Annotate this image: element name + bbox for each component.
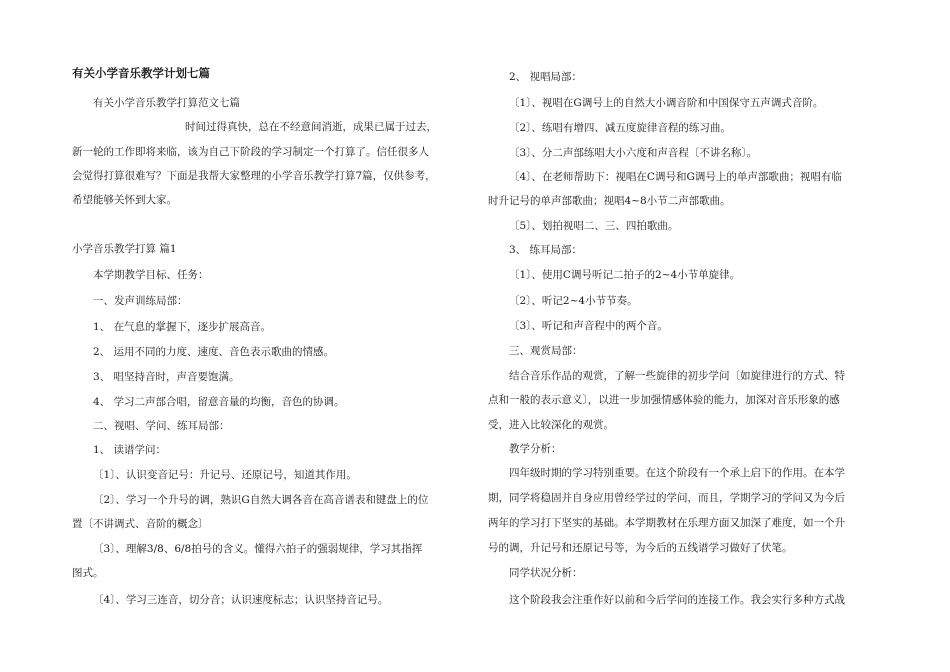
paragraph: 〔2〕、听记2~4小节节奏。 bbox=[509, 295, 638, 307]
paragraph: 3、 唱坚持音时，声音要饱满。 bbox=[93, 371, 240, 383]
document-title: 有关小学音乐教学计划七篇 bbox=[72, 66, 210, 80]
paragraph: 〔1〕、使用C调号听记二拍子的2~4小节单旋律。 bbox=[509, 269, 741, 281]
paragraph: 〔5〕、划拍视唱二、三、四拍歌曲。 bbox=[509, 220, 679, 232]
section-heading: 三、观赏局部： bbox=[509, 345, 583, 357]
subtitle: 有关小学音乐教学打算范文七篇 bbox=[93, 97, 240, 109]
paragraph: 这个阶段我会注重作好以前和今后学问的连接工作。我会实行多种方式战 bbox=[509, 594, 845, 606]
section-heading: 同学状况分析： bbox=[509, 567, 583, 579]
paragraph: 号的调，升记号和还原记号等，为今后的五线谱学习做好了伏笔。 bbox=[488, 542, 793, 554]
paragraph: 2、 运用不同的力度、速度、音色表示歌曲的情感。 bbox=[93, 346, 335, 358]
paragraph: 〔2〕、练唱有增四、减五度旋律音程的练习曲。 bbox=[509, 122, 731, 134]
paragraph: 受，进入比较深化的观赏。 bbox=[488, 419, 614, 431]
intro-line: 会觉得打算很难写？下面是我帮大家整理的小学音乐教学打算7篇，仅供参考， bbox=[72, 170, 436, 182]
paragraph: 点和一般的表示意义〕，以进一步加强情感体验的能力，加深对音乐形象的感 bbox=[488, 394, 840, 406]
paragraph: 结合音乐作品的观赏，了解一些旋律的初步学问〔如旋律进行的方式、特 bbox=[509, 370, 845, 382]
paragraph: 〔4〕、学习三连音，切分音；认识速度标志；认识坚持音记号。 bbox=[93, 594, 389, 606]
paragraph: 〔3〕、听记和声音程中的两个音。 bbox=[509, 320, 668, 332]
paragraph: 1、 读谱学问： bbox=[93, 444, 167, 456]
paragraph: 一、发声训练局部： bbox=[93, 295, 188, 307]
paragraph: 〔3〕、分二声部练唱大小六度和声音程〔不讲名称〕。 bbox=[509, 147, 758, 159]
section-heading: 教学分析： bbox=[509, 443, 562, 455]
paragraph: 期，同学将稳固并自身应用曾经学过的学问，而且，学期学习的学问又为今后 bbox=[488, 492, 845, 504]
paragraph: 3、 练耳局部： bbox=[509, 244, 583, 256]
intro-line: 时间过得真快，总在不经意间消逝，成果已属于过去， bbox=[185, 121, 437, 133]
paragraph: 本学期教学目标、任务： bbox=[93, 269, 209, 281]
paragraph: 2、 视唱局部： bbox=[509, 71, 583, 83]
paragraph: 〔3〕、理解3/8、6/8拍号的含义。懂得六拍子的强弱规律，学习其指挥 bbox=[93, 543, 423, 555]
paragraph: 〔1〕、认识变音记号：升记号、还原记号，知道其作用。 bbox=[93, 469, 357, 481]
paragraph: 时升记号的单声部歌曲；视唱4~8小节二声部歌曲。 bbox=[488, 195, 731, 207]
section-heading: 小学音乐教学打算 篇1 bbox=[72, 243, 177, 255]
paragraph: 图式。 bbox=[72, 567, 104, 579]
paragraph: 〔1〕、视唱在G调号上的自然大小调音阶和中国保守五声调式音阶。 bbox=[509, 97, 824, 109]
paragraph: 4、 学习二声部合唱，留意音量的均衡，音色的协调。 bbox=[93, 396, 345, 408]
paragraph: 两年的学习打下坚实的基础。本学期教材在乐理方面又加深了难度，如一个升 bbox=[488, 517, 845, 529]
paragraph: 置〔不讲调式、音阶的概念〕 bbox=[72, 518, 209, 530]
paragraph: 〔2〕、学习一个升号的调，熟识G自然大调各音在高音谱表和键盘上的位 bbox=[93, 494, 429, 506]
paragraph: 四年级时期的学习特别重要。在这个阶段有一个承上启下的作用。在本学 bbox=[509, 467, 845, 479]
intro-line: 新一轮的工作即将来临，该为自己下阶段的学习制定一个打算了。信任很多人 bbox=[72, 146, 429, 158]
intro-line: 希望能够关怀到大家。 bbox=[72, 194, 177, 206]
paragraph: 〔4〕、在老师帮助下：视唱在C调号和G调号上的单声部歌曲；视唱有临 bbox=[509, 171, 842, 183]
paragraph: 二、视唱、学问、练耳局部： bbox=[93, 420, 230, 432]
paragraph: 1、 在气息的掌握下，逐步扩展高音。 bbox=[93, 321, 272, 333]
